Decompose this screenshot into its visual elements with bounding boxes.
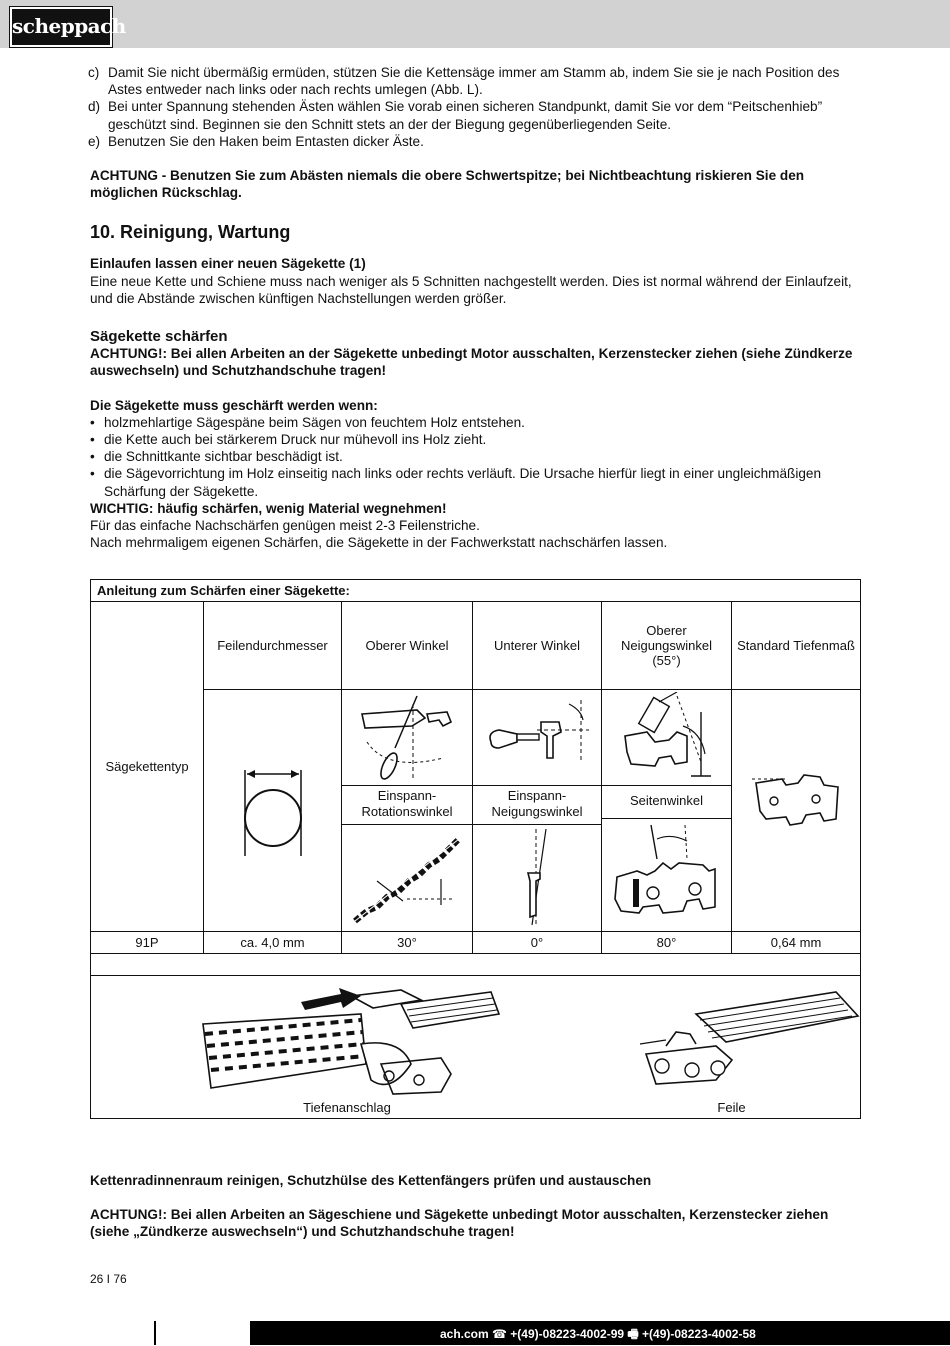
runin-heading: Einlaufen lassen einer neuen Sägekette (1) <box>90 256 366 272</box>
sharpen-heading: Sägekette schärfen <box>90 328 228 346</box>
brand-logo: scheppach <box>10 7 112 47</box>
lower-angle-figure-cell <box>473 690 602 786</box>
upper-tilt-figure-cell <box>602 690 732 786</box>
value-chain-type: 91P <box>91 932 204 954</box>
footer-contact: ach.com ☎ +(49)-08223-4002-99 🖷 +(49)-08223-4002-58 <box>440 1327 756 1341</box>
value-lower-angle: 0° <box>473 932 602 954</box>
page-number: 26 I 76 <box>90 1272 127 1286</box>
illustration-row <box>91 976 861 1119</box>
important-note: WICHTIG: häufig schärfen, wenig Material wegnehmen! <box>90 500 447 516</box>
col-header: Oberer Winkel <box>342 602 473 690</box>
side-angle-label: Seitenwinkel <box>602 786 731 819</box>
list-item-e: e) Benutzen Sie den Haken beim Entasten dicker Äste. <box>88 133 424 149</box>
sharpening-table <box>90 579 861 1119</box>
warning-kickback: ACHTUNG - Benutzen Sie zum Abästen niemals die obere Schwertspitze; bei Nichtbeachtung riskieren Sie den möglichen Rückschlag. <box>90 168 805 201</box>
lower-angle-figure <box>477 692 597 784</box>
list-item-c: c) Damit Sie nicht übermäßig ermüden, stützen Sie die Kettensäge immer am Stamm ab, indem Sie sie je nach Position des Astes entweder nach links oder nach rechts umlegen (Abb. L). <box>88 65 840 98</box>
side-angle-cell <box>602 786 732 932</box>
table-title: Anleitung zum Schärfen einer Sägekette: <box>91 580 861 602</box>
bottom-section <box>90 1172 860 1241</box>
tilt-angle-cell <box>473 786 602 932</box>
file-caption: Feile <box>717 1100 746 1115</box>
upper-angle-figure <box>347 692 467 784</box>
file-illustration <box>636 984 866 1104</box>
col-header: Feilendurchmesser <box>204 602 342 690</box>
col-header: Standard Tiefenmaß <box>732 602 861 690</box>
tilt-angle-figure <box>482 825 592 929</box>
value-depth: 0,64 mm <box>732 932 861 954</box>
rotation-angle-cell <box>342 786 473 932</box>
side-angle-figure <box>607 819 727 923</box>
depth-stop-illustration <box>201 984 501 1104</box>
note-line-b: Nach mehrmaligem eigenen Schärfen, die Sägekette in der Fachwerkstatt nachschärfen lassen. <box>90 535 668 551</box>
col-header: Oberer Neigungswinkel (55°) <box>602 602 732 690</box>
value-file-diameter: ca. 4,0 mm <box>204 932 342 954</box>
depth-stop-caption: Tiefenanschlag <box>303 1100 391 1115</box>
bottom-warning: ACHTUNG!: Bei allen Arbeiten an Sägeschiene und Sägekette unbedingt Motor ausschalten, Kerzenstecker ziehen (siehe „Zündkerze auswechseln“) und Schutzhandschuhe tragen! <box>90 1207 829 1240</box>
row-label-cell <box>91 602 204 932</box>
runin-text: Eine neue Kette und Schiene muss nach weniger als 5 Schnitten nachgestellt werden. Dies ist normal während der Einlaufzeit, und die Abstände zwischen künftigen Nachstellungen werden größer. <box>90 273 852 306</box>
footer-bar <box>0 1321 950 1345</box>
bullet-item: • holzmehlartige Sägespäne beim Sägen von feuchtem Holz entstehen. <box>90 414 860 431</box>
row-label: Sägekettentyp <box>105 759 189 774</box>
when-heading: Die Sägekette muss geschärft werden wenn: <box>90 397 378 413</box>
upper-angle-figure-cell <box>342 690 473 786</box>
col-header: Unterer Winkel <box>473 602 602 690</box>
bullet-item: • die Schnittkante sichtbar beschädigt ist. <box>90 448 860 465</box>
upper-tilt-figure <box>607 692 727 784</box>
note-line-a: Für das einfache Nachschärfen genügen meist 2-3 Feilenstriche. <box>90 518 480 534</box>
rotation-angle-label: Einspann-Rotationswinkel <box>342 786 472 825</box>
depth-gauge-figure-cell <box>732 690 861 932</box>
bullet-item: • die Kette auch bei stärkerem Druck nur mühevoll ins Holz zieht. <box>90 431 860 448</box>
sharpen-warning: ACHTUNG!: Bei allen Arbeiten an der Sägekette unbedingt Motor ausschalten, Kerzenstecker ziehen (siehe Zündkerze auswechseln) und Schutzhandschuhe tragen! <box>90 346 853 379</box>
spacer-row <box>91 954 861 976</box>
main-content <box>90 64 860 551</box>
bottom-heading: Kettenradinnenraum reinigen, Schutzhülse des Kettenfängers prüfen und austauschen <box>90 1173 652 1188</box>
bullet-item: • die Sägevorrichtung im Holz einseitig nach links oder rechts verläuft. Die Ursache hierfür liegt in einer ungleichmäßigen Schärfung der Sägekette. <box>90 465 860 499</box>
tilt-angle-label: Einspann-Neigungswinkel <box>473 786 601 825</box>
section-title: 10. Reinigung, Wartung <box>90 222 291 243</box>
header-bar <box>0 0 950 48</box>
list-item-d: d) Bei unter Spannung stehenden Ästen wählen Sie vorab einen sicheren Standpunkt, damit Sie vor dem “Peitschenhieb” geschützt sind. Beginnen sie den Schnitt stets an der der Biegung gegenüberliegenden Seite. <box>88 99 823 132</box>
value-upper-angle: 30° <box>342 932 473 954</box>
file-diameter-figure <box>225 756 321 866</box>
file-diameter-figure-cell <box>204 690 342 932</box>
value-upper-tilt: 80° <box>602 932 732 954</box>
depth-gauge-figure <box>746 771 846 851</box>
rotation-angle-figure <box>347 825 467 929</box>
